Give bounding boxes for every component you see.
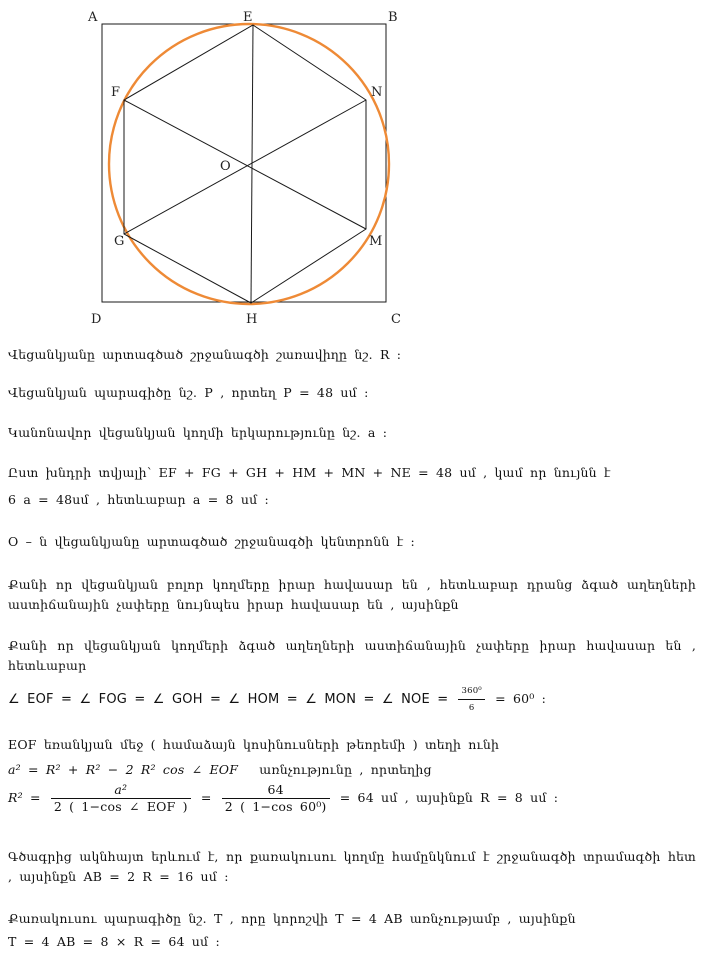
- angles-equation: [8, 683, 696, 716]
- radius-result: = 64 սմ , այսինքն R = 8 սմ :: [339, 790, 559, 805]
- angle-fraction: [458, 683, 484, 716]
- paragraph-center: O – ն վեցանկյանը արտագծած շրջանագծի կենտրոնն է :: [8, 534, 415, 549]
- label-d: D: [91, 312, 102, 327]
- radius-equation: [8, 782, 696, 815]
- label-a: A: [88, 10, 98, 25]
- angles-chain: ∠ EOF = ∠ FOG = ∠ GOH = ∠ HOM = ∠ MON = ∠ NOE =: [8, 692, 449, 707]
- label-n: N: [371, 85, 383, 100]
- paragraph-square-perimeter-line1: Քառակուսու պարագիծը նշ․ T , որը կորոշվի T = 4 AB առնչությամբ , այսինքն: [8, 911, 576, 926]
- label-f: F: [111, 85, 121, 100]
- paragraph-side: Կանոնավոր վեցանկյան կողմի երկարությունը նշ․ a :: [8, 425, 388, 440]
- paragraph-radius: Վեցանկյանը արտագծած շրջանագծի շառավիղը նշ․ R :: [8, 347, 402, 362]
- paragraph-square-perimeter-line2: T = 4 AB = 8 × R = 64 սմ :: [8, 934, 220, 949]
- geometry-figure: [0, 0, 705, 330]
- radius-fraction-1: [51, 782, 191, 815]
- label-m: M: [369, 234, 383, 249]
- cosine-equation: a² = R² + R² − 2 R² cos ∠ EOF: [8, 762, 239, 777]
- paragraph-cosine-theorem: EOF եռանկյան մեջ ( համաձայն կոսինուսների թեորեմի ) տեղի ունի: [8, 737, 500, 752]
- fraction-denominator: 6: [468, 703, 475, 713]
- radius-numerator-2: 64: [222, 782, 330, 799]
- fraction-numerator: 360⁰: [458, 683, 484, 700]
- paragraph-perimeter: Վեցանկյան պարագիծը նշ․ P , որտեղ P = 48 սմ :: [8, 385, 369, 400]
- label-c: C: [391, 312, 401, 327]
- radius-denominator-2: 2 ( 1−cos 60⁰): [224, 799, 327, 814]
- radius-lhs: R² =: [8, 790, 41, 805]
- diagonal-fm: [124, 100, 366, 229]
- radius-numerator-1: a²: [51, 782, 191, 799]
- angle-result: = 60⁰ :: [495, 691, 547, 706]
- diagonal-ng: [124, 100, 366, 234]
- label-o: O: [220, 159, 231, 174]
- radius-denominator-1: 2 ( 1−cos ∠ EOF ): [53, 799, 188, 814]
- radius-equals: =: [200, 790, 212, 805]
- paragraph-equal-sides: Քանի որ վեցանկյան բոլոր կողմերը իրար հավասար են , հետևաբար դրանց ձգած աղեղների աստիճանային չափերը նույնպես իրար հավասար են , այսինքն: [8, 577, 696, 612]
- paragraph-diameter: Գծագրից ակնհայտ երևում է, որ քառակուսու կողմը համընկնում է շրջանագծի տրամագծի հետ , այսինքն AB = 2 R = 16 սմ :: [8, 849, 696, 884]
- square-abcd: [102, 24, 386, 302]
- paragraph-equal-arcs: Քանի որ վեցանկյան կողմերի ձգած աղեղների աստիճանային չափերը իրար հավասար են , հետևաբար: [8, 638, 696, 673]
- label-b: B: [388, 10, 398, 25]
- cosine-tail: առնչությունը , որտեղից: [259, 762, 432, 777]
- paragraph-condition-line2: 6 a = 48սմ , հետևաբար a = 8 սմ :: [8, 492, 269, 507]
- paragraph-condition-line1: Ըստ խնդրի տվյալի՝ EF + FG + GH + HM + MN + NE = 48 սմ , կամ որ նույնն է: [8, 465, 611, 480]
- label-h: H: [246, 312, 258, 327]
- cosine-equation-line: [8, 760, 696, 780]
- radius-fraction-2: [222, 782, 330, 815]
- label-g: G: [114, 234, 125, 249]
- label-e: E: [243, 10, 253, 25]
- circumscribed-circle: [109, 24, 389, 304]
